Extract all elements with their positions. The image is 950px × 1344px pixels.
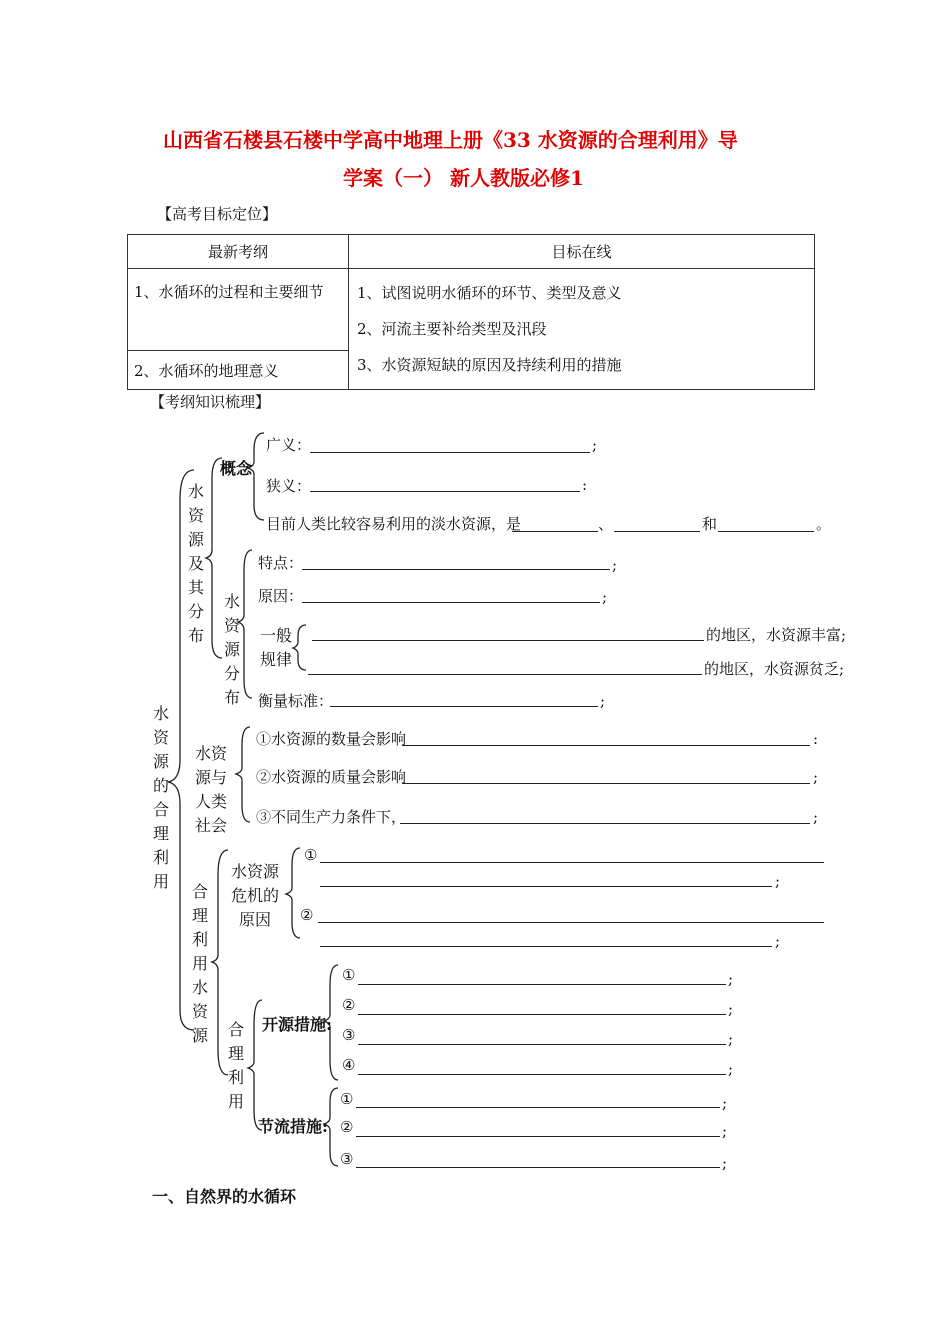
society-2-blank[interactable] [402,783,810,784]
open-3-num: ③ [342,1026,356,1044]
broad-blank[interactable] [310,452,590,453]
open-3-blank[interactable] [358,1044,726,1045]
brace-reasonable [248,1000,262,1130]
society-3-end: ; [813,808,819,826]
root-label: 水资源的合理利用 [152,704,169,891]
crisis-2-end: ; [775,932,781,950]
open-2-end: ; [728,1000,734,1018]
section-one-heading: 一、自然界的水循环 [152,1187,297,1206]
measure-blank[interactable] [330,706,598,707]
fresh-blank-2[interactable] [614,531,700,532]
narrow-end: : [582,476,588,494]
society-1-blank[interactable] [402,745,810,746]
crisis-label: 水资源危机的原因 [230,862,279,929]
open-2-num: ② [342,996,356,1014]
open-4-blank[interactable] [358,1074,726,1075]
open-4-end: ; [728,1060,734,1078]
goal-item-1: 1、试图说明水循环的环节、类型及意义 [357,284,622,302]
open-1-num: ① [342,966,356,984]
society-1-end: : [813,730,819,748]
crisis-1-end: ; [775,872,781,890]
reason-label: 原因： [258,587,304,605]
crisis-2-blank-b[interactable] [320,946,772,947]
society-2: ②水资源的质量会影响 [256,768,407,786]
reason-end: ; [602,588,608,606]
crisis-2-blank-a[interactable] [318,922,824,923]
feature-label: 特点： [258,554,304,572]
doc-title-line2: 学案（一） 新人教版必修1 [343,166,584,190]
save-3-end: ; [722,1154,728,1172]
branch1-label: 水资源及其分布 [187,482,204,645]
feature-end: ; [612,556,618,574]
measure-label: 衡量标准： [258,692,334,710]
poor-blank[interactable] [308,674,702,675]
doc-title-line1: 山西省石楼县石楼中学高中地理上册《33 水资源的合理利用》导 [163,128,738,152]
feature-blank[interactable] [302,569,610,570]
save-3-num: ③ [340,1150,354,1168]
save-3-blank[interactable] [356,1167,720,1168]
rich-blank[interactable] [312,640,704,641]
save-1-blank[interactable] [356,1107,720,1108]
section-target-heading: 【高考目标定位】 [157,205,278,223]
save-measures-label: 节流措施: [258,1117,328,1136]
society-2-end: ; [813,768,819,786]
branch2-label: 水资源与人类社会 [194,744,227,835]
measure-end: ; [600,692,606,710]
crisis-1-blank-a[interactable] [320,862,824,863]
brace-branch2 [236,727,250,822]
crisis-1-num: ① [304,846,318,864]
fresh-water-text: 目前人类比较容易利用的淡水资源，是 [266,515,522,533]
society-3: ③不同生产力条件下， [256,808,407,826]
concept-label: 概念 [220,459,253,478]
reason-blank[interactable] [302,602,600,603]
rich-text: 的地区，水资源丰富; [706,626,847,644]
save-2-blank[interactable] [356,1136,720,1137]
goal-item-2: 2、河流主要补给类型及汛段 [357,320,547,338]
open-4-num: ④ [342,1056,356,1074]
save-2-end: ; [722,1122,728,1140]
poor-text: 的地区，水资源贫乏; [704,660,845,678]
table-header-syllabus: 最新考纲 [128,235,349,269]
society-1: ①水资源的数量会影响 [256,730,407,748]
general-rule-label: 一般规律 [260,626,293,669]
fresh-blank-3[interactable] [718,531,814,532]
section-knowledge-heading: 【考纲知识梳理】 [150,393,271,411]
goal-item-3: 3、水资源短缺的原因及持续利用的措施 [357,356,622,374]
brace-general [293,625,306,670]
syllabus-item-1: 1、水循环的过程和主要细节 [128,269,349,351]
open-1-end: ; [728,970,734,988]
fresh-period: 。 [816,515,832,533]
crisis-2-num: ② [300,906,314,924]
save-1-end: ; [722,1094,728,1112]
narrow-label: 狭义： [266,477,312,495]
open-1-blank[interactable] [358,984,726,985]
narrow-blank[interactable] [310,491,580,492]
open-3-end: ; [728,1030,734,1048]
save-2-num: ② [340,1118,354,1136]
save-1-num: ① [340,1090,354,1108]
syllabus-item-2: 2、水循环的地理意义 [128,351,349,390]
brace-crisis [286,848,300,938]
open-measures-label: 开源措施: [262,1015,332,1034]
open-2-blank[interactable] [358,1014,726,1015]
society-3-blank[interactable] [400,823,810,824]
branch3-label: 合理利用水资源 [191,882,208,1045]
fresh-sep-1: 、 [598,515,614,533]
broad-label: 广义： [266,436,312,454]
crisis-1-blank-b[interactable] [320,886,772,887]
reasonable-label: 合理利用 [227,1020,244,1111]
broad-end: ; [592,436,598,454]
fresh-blank-1[interactable] [512,531,598,532]
brace-branch1 [206,458,222,658]
fresh-sep-2: 和 [702,515,718,533]
distribution-label: 水资源分布 [223,592,240,707]
table-header-goals: 目标在线 [349,235,815,269]
